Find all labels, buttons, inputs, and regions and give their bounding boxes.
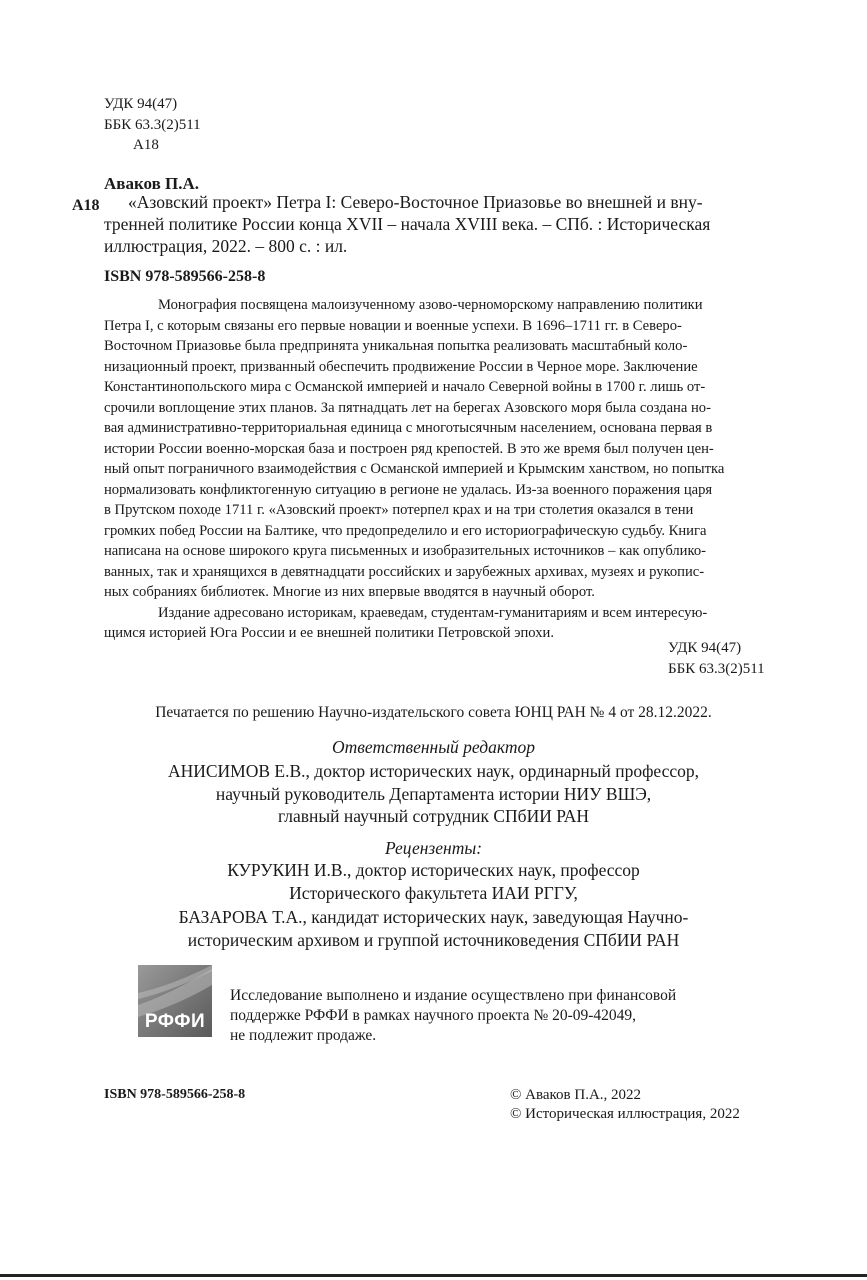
isbn-bottom: ISBN 978-589566-258-8	[104, 1087, 246, 1102]
editor-line-2: научный руководитель Департамента истории НИУ ВШЭ,	[215, 784, 652, 804]
description-line-2: тренней политике России конца XVII – начала XVIII века. – СПб. : Историческая	[104, 214, 711, 234]
reviewer-line-2: Исторического факультета ИАИ РГГУ,	[289, 883, 578, 903]
funding-line-3: не подлежит продаже.	[230, 1027, 377, 1044]
description-line-1: «Азовский проект» Петра I: Северо-Восточное Приазовье во внешней и вну-	[128, 192, 703, 212]
bbk-code-right: ББК 63.3(2)511	[668, 661, 765, 677]
editor-line-1: АНИСИМОВ Е.В., доктор исторических наук, ординарный профессор,	[167, 761, 700, 781]
abstract-line: Петра I, с которым связаны его первые новации и военные успехи. В 1696–1711 гг. в Северо-	[104, 317, 682, 334]
abstract-paragraph-1	[104, 295, 794, 603]
abstract-line: в Прутском походе 1711 г. «Азовский проект» потерпел крах и на три столетия оказался в тени	[104, 502, 694, 518]
abstract-line: ный опыт пограничного взаимодействия с Османской империей и Крымским ханством, но попытка	[104, 461, 725, 477]
rffi-logo	[138, 965, 212, 1037]
copyright-publisher: © Историческая иллюстрация, 2022	[510, 1106, 740, 1122]
copyright-author: © Аваков П.А., 2022	[510, 1087, 642, 1103]
bbk-code: ББК 63.3(2)511	[104, 117, 201, 133]
abstract-line: громких побед России на Балтике, что предопределило и его историографическую судьбу. Книга	[104, 522, 707, 539]
margin-author-mark: А18	[72, 197, 100, 214]
abstract-line: истории России военно-морская база и построен ряд крепостей. В это же время был получен цен-	[104, 440, 714, 457]
funding-note	[230, 986, 676, 1046]
abstract-line: Монография посвящена малоизученному азово-черноморскому направлению политики	[158, 297, 703, 313]
editor-role: Ответственный редактор	[332, 737, 535, 757]
description-line-3: иллюстрация, 2022. – 800 с. : ил.	[104, 236, 348, 256]
author-name: Аваков П.А.	[104, 174, 200, 193]
reviewer-line-4: историческим архивом и группой источниковедения СПбИИ РАН	[187, 930, 680, 950]
udk-code-right: УДК 94(47)	[668, 640, 742, 656]
funding-line-1: Исследование выполнено и издание осуществлено при финансовой	[230, 987, 677, 1004]
abstract-line: щимся историей Юга России и ее внешней политики Петровской эпохи.	[104, 625, 554, 641]
author-mark: А18	[133, 137, 159, 153]
abstract-line: Восточном Приазовье была предпринята уникальная попытка реализовать масштабный коло-	[104, 338, 688, 354]
reviewers-role: Рецензенты:	[384, 838, 483, 858]
abstract-line: ванных, так и хранящихся в девятнадцати российских и зарубежных архивах, музеях и рукопис-	[104, 563, 705, 580]
abstract-line: написана на основе широкого круга письменных и изобразительных источников – как опублико-	[104, 543, 706, 559]
reviewer-line-1: КУРУКИН И.В., доктор исторических наук, профессор	[227, 860, 640, 880]
abstract	[104, 295, 794, 644]
editor-line-3: главный научный сотрудник СПбИИ РАН	[277, 806, 590, 826]
abstract-line: Константинопольского мира с Османской империей и начало Северной войны в 1700 г. лишь от-	[104, 379, 706, 395]
funding-line-2: поддержке РФФИ в рамках научного проекта № 20-09-42049,	[230, 1007, 637, 1024]
udk-code: УДК 94(47)	[104, 96, 178, 112]
page-bottom-edge	[0, 1274, 867, 1277]
abstract-line: Издание адресовано историкам, краеведам, студентам-гуманитариям и всем интересую-	[158, 604, 708, 621]
abstract-line: срочили воплощение этих планов. За пятнадцать лет на берегах Азовского моря была создана но-	[104, 399, 711, 416]
abstract-line: низационный проект, призванный обеспечить продвижение России в Черное море. Заключение	[104, 358, 698, 375]
abstract-line: ных собраниях библиотек. Многие из них впервые вводятся в научный оборот.	[104, 584, 595, 600]
abstract-line: вая административно-территориальная единица с многотысячным населением, основана первая в	[104, 420, 713, 436]
isbn-top: ISBN 978-589566-258-8	[104, 268, 266, 285]
rffi-logo-text: РФФИ	[144, 1011, 206, 1032]
abstract-line: нормализовать конфликтогенную ситуацию в регионе не удалась. Из-за военного поражения царя	[104, 481, 713, 498]
printed-by-note: Печатается по решению Научно-издательского совета ЮНЦ РАН № 4 от 28.12.2022.	[155, 704, 712, 721]
reviewer-line-3: БАЗАРОВА Т.А., кандидат исторических наук, заведующая Научно-	[178, 907, 689, 927]
